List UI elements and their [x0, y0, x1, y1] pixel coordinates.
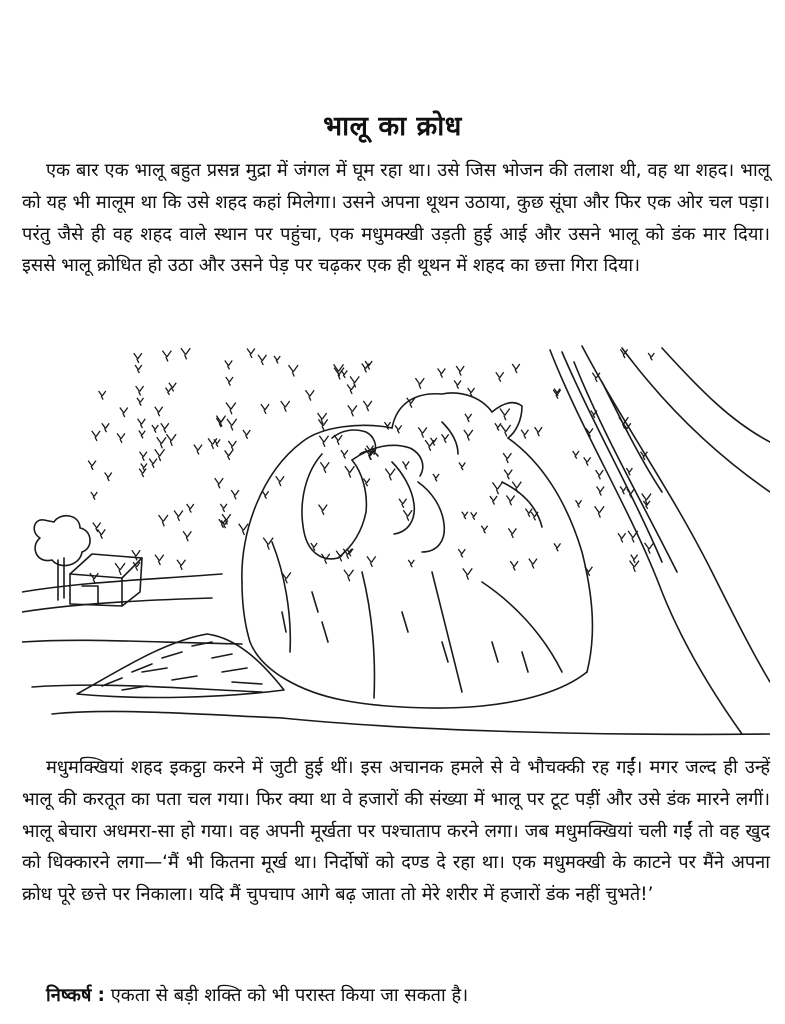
bee-icon	[501, 425, 511, 437]
bee-icon	[531, 512, 538, 521]
bee-icon	[138, 419, 146, 428]
bee-icon	[441, 434, 448, 443]
story-paragraph-1: एक बार एक भालू बहुत प्रसन्न मुद्रा में जंगल में घूम रहा था। उसे जिस भोजन की तलाश थी, वह था शहद। भालू को यह भी मालूम था कि उसे शहद कहां मिलेगा। उसने अपना थूथन उठाया, कुछ सूंघा और फिर एक ओर चल पड़ा। परंतु जैसे ही वह शहद वाले स्थान पर पहुंचा, एक मधुमक्खी उड़ती हुई आई और उसने भालू को डंक मार दिया। इससे भालू क्रोधित हो उठा और उसने पेड़ पर चढ़कर एक ही थूथन में शहद का छत्ता गिरा दिया।	[22, 160, 770, 277]
bee-icon	[225, 361, 232, 370]
bee-icon	[573, 451, 579, 459]
bee-icon	[495, 423, 501, 430]
bee-icon	[595, 506, 604, 517]
bee-icon	[408, 560, 414, 567]
bee-icon	[289, 365, 299, 376]
bee-icon	[231, 490, 239, 499]
bee-icon	[99, 391, 106, 400]
bear	[242, 393, 593, 708]
bee-icon	[521, 430, 528, 439]
bee-icon	[618, 533, 626, 542]
bee-icon	[134, 353, 142, 363]
bee-icon	[183, 531, 191, 541]
bee-icon	[216, 418, 224, 427]
bee-icon	[462, 512, 468, 519]
bee-icon	[553, 390, 560, 399]
bee-icon	[208, 438, 217, 448]
bee-icon	[459, 463, 465, 471]
bee-icon	[334, 435, 342, 445]
story-moral	[46, 983, 468, 1009]
bee-icon	[554, 543, 561, 551]
bee-icon	[227, 419, 237, 431]
bee-icon	[584, 457, 591, 465]
bee-icon	[155, 555, 164, 565]
bee-icon	[263, 538, 273, 550]
bee-icon	[403, 510, 412, 521]
bee-icon	[456, 366, 464, 376]
bee-icon	[336, 551, 345, 562]
bee-icon	[512, 364, 520, 373]
bee-icon	[345, 466, 355, 477]
bee-icon	[512, 482, 521, 493]
bee-icon	[535, 427, 543, 436]
bee-icon	[226, 377, 233, 386]
bee-icon	[215, 478, 223, 488]
bee-icon	[464, 430, 473, 441]
bee-icon	[367, 556, 376, 566]
bee-icon	[597, 487, 605, 496]
bee-icon	[115, 563, 125, 575]
bee-icon	[162, 351, 171, 362]
bee-icon	[262, 491, 268, 499]
bee-icon	[620, 486, 627, 494]
bee-icon	[90, 573, 98, 583]
bee-icon	[503, 453, 511, 463]
bee-icon	[306, 390, 315, 400]
bee-icon	[139, 469, 146, 477]
moral-text: एकता से बड़ी शक्ति को भी परास्त किया जा सकता है।	[104, 985, 469, 1006]
bee-icon	[177, 560, 185, 570]
bee-icon	[161, 423, 169, 433]
bee-icon	[261, 404, 269, 414]
bee-icon	[415, 378, 424, 389]
bee-icon	[120, 407, 128, 417]
bee-icon	[149, 459, 157, 468]
bee-icon	[438, 369, 446, 378]
bee-icon	[139, 431, 145, 439]
bee-icon	[402, 461, 409, 469]
bee-icon	[88, 461, 96, 470]
bee-icon	[510, 561, 518, 570]
bee-icon	[341, 450, 348, 458]
ground	[22, 574, 770, 734]
bee-icon	[395, 425, 402, 433]
bee-icon	[529, 559, 537, 569]
bee-icon	[247, 349, 255, 358]
bee-icon	[492, 482, 502, 494]
bee-icon	[132, 550, 140, 560]
bee-icon	[320, 462, 329, 473]
bee-icon	[418, 427, 427, 437]
bee-icon	[631, 555, 638, 563]
bee-icon	[454, 380, 461, 388]
bee-icon	[258, 355, 266, 365]
bee-swarm	[88, 348, 654, 583]
bee-icon	[135, 365, 142, 373]
story-title: भालू का क्रोध	[323, 111, 462, 143]
bee-icon	[98, 529, 106, 538]
bee-icon	[648, 353, 654, 360]
bee-icon	[385, 469, 395, 481]
bee-icon	[91, 492, 97, 500]
bee-icon	[433, 474, 439, 481]
bee-icon	[155, 407, 163, 416]
bee-icon	[159, 515, 168, 526]
bee-icon	[174, 510, 183, 521]
bee-icon	[281, 401, 290, 412]
distant-tree	[34, 516, 90, 600]
bee-icon	[166, 388, 172, 395]
bee-icon	[642, 494, 651, 505]
bee-icon	[458, 549, 465, 557]
bee-icon	[508, 528, 516, 538]
bee-icon	[319, 505, 328, 515]
bee-icon	[347, 384, 355, 394]
bee-icon	[596, 470, 604, 479]
bee-icon	[166, 434, 176, 446]
bee-icon	[341, 370, 347, 377]
bee-icon	[93, 522, 101, 531]
bee-icon	[220, 504, 227, 512]
bee-icon	[575, 500, 581, 507]
bee-icon	[274, 356, 280, 363]
bee-icon	[463, 568, 472, 579]
bee-icon	[504, 470, 512, 480]
bee-icon	[225, 450, 233, 460]
bee-icon	[628, 531, 638, 543]
bee-icon	[102, 423, 109, 432]
bee-icon	[319, 436, 328, 447]
bee-icon	[490, 496, 497, 504]
story-paragraph-2: मधुमक्खियां शहद इकट्ठा करने में जुटी हुई थीं। इस अचानक हमले से वे भौचक्की रह गईं। मगर जल्द ही उन्हें भालू की करतूत का पता चल गया। फिर क्या था वे हजारों की संख्या में भालू पर टूट पड़ीं और उसे डंक मारने लगीं। भालू बेचारा अधमरा-सा हो गया। वह अपनी मूर्खता पर पश्चाताप करने लगा। जब मधुमक्खियां चली गईं तो वह खुद को धिक्कारने लगा—‘मैं भी कितना मूर्ख था। निर्दोषों को दण्ड दे रहा था। एक मधुमक्खी के काटने पर मैंने अपना क्रोध पूरे छत्ते पर निकाला। यदि मैं चुपचाप आगे बढ़ जाता तो मेरे शरीर में हजारों डंक नहीं चुभते!’	[22, 757, 770, 906]
bee-icon	[344, 570, 354, 581]
bee-icon	[348, 405, 357, 416]
bee-icon	[228, 441, 236, 451]
bee-icon	[181, 348, 190, 359]
bee-icon	[496, 372, 504, 381]
bee-icon	[226, 402, 236, 414]
bee-icon	[105, 472, 112, 481]
bee-icon	[481, 526, 487, 534]
bee-icon	[194, 445, 202, 455]
bee-icon	[137, 398, 144, 406]
bee-icon	[318, 419, 327, 430]
bee-icon	[471, 512, 477, 519]
bee-icon	[399, 499, 407, 508]
bee-icon	[117, 433, 125, 442]
bee-icon	[276, 476, 284, 486]
bee-icon	[506, 496, 514, 506]
bee-icon	[363, 401, 372, 411]
bee-icon	[136, 386, 144, 396]
bee-icon	[347, 549, 353, 557]
bee-icon	[465, 414, 472, 422]
bee-icon	[92, 431, 100, 441]
bee-icon	[243, 430, 250, 439]
bee-icon	[384, 422, 390, 429]
bee-icon	[214, 439, 220, 446]
bee-icon	[627, 489, 634, 498]
bear-and-bees-illustration	[22, 342, 770, 740]
moral-label: निष्कर्ष :	[46, 985, 105, 1006]
bee-icon	[139, 452, 147, 461]
bee-icon	[500, 408, 510, 420]
bee-icon	[187, 504, 194, 513]
bee-icon	[157, 437, 166, 448]
bee-icon	[152, 425, 158, 433]
